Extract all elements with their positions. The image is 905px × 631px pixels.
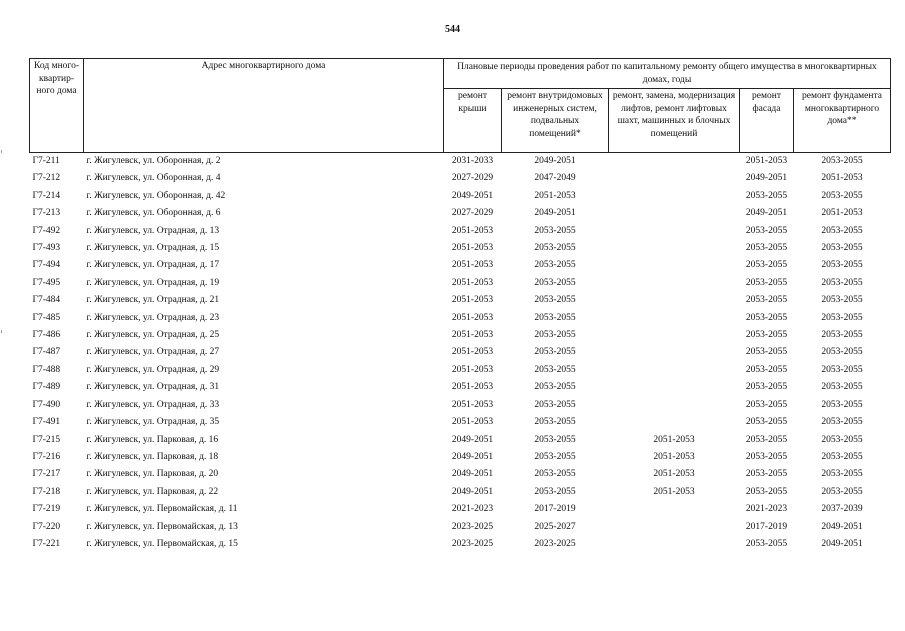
cell-code: Г7-215 <box>32 434 61 445</box>
cell-facade: 2053-2055 <box>745 190 788 201</box>
table-row <box>30 188 891 205</box>
cell-foundation: 2049-2051 <box>821 521 863 532</box>
table-row <box>30 501 891 518</box>
cell-lifts <box>609 397 740 414</box>
cell-facade: 2053-2055 <box>745 312 788 323</box>
cell-systems: 2053-2055 <box>534 243 576 254</box>
cell-facade: 2053-2055 <box>745 538 788 549</box>
cell-systems: 2053-2055 <box>534 364 576 375</box>
cell-facade: 2053-2055 <box>745 364 788 375</box>
cell-lifts <box>609 327 740 344</box>
cell-facade: 2053-2055 <box>745 225 788 236</box>
cell-roof: 2049-2051 <box>451 451 494 462</box>
cell-facade: 2053-2055 <box>745 260 788 271</box>
cell-roof: 2051-2053 <box>451 382 494 393</box>
cell-code: Г7-213 <box>32 208 61 219</box>
cell-foundation: 2053-2055 <box>821 382 863 393</box>
cell-code: Г7-211 <box>32 156 60 166</box>
cell-systems: 2017-2019 <box>534 504 576 515</box>
header-code: Код много-квартир-ного дома <box>30 59 84 153</box>
cell-facade: 2053-2055 <box>745 243 788 254</box>
cell-foundation: 2053-2055 <box>821 451 863 462</box>
cell-code: Г7-493 <box>32 243 61 254</box>
cell-systems: 2053-2055 <box>534 295 576 306</box>
cell-roof: 2049-2051 <box>451 469 494 480</box>
capital-repair-table <box>29 58 891 553</box>
cell-address: г. Жигулевск, ул. Парковая, д. 20 <box>86 469 219 480</box>
cell-roof: 2031-2033 <box>451 156 494 166</box>
cell-roof: 2051-2053 <box>451 277 494 288</box>
cell-code: Г7-216 <box>32 451 61 462</box>
table-row <box>30 379 891 396</box>
header-systems: ремонт внутридомовых инженерных систем, подвальных помещений* <box>502 89 609 153</box>
cell-code: Г7-220 <box>32 521 61 532</box>
cell-systems: 2047-2049 <box>534 173 576 184</box>
cell-roof: 2051-2053 <box>451 417 494 428</box>
cell-code: Г7-492 <box>32 225 61 236</box>
cell-code: Г7-494 <box>32 260 61 271</box>
cell-systems: 2053-2055 <box>534 486 576 497</box>
cell-systems: 2049-2051 <box>534 156 576 166</box>
cell-systems: 2023-2025 <box>534 538 576 549</box>
cell-lifts <box>609 292 740 309</box>
cell-systems: 2053-2055 <box>534 312 576 323</box>
cell-address: г. Жигулевск, ул. Отрадная, д. 23 <box>86 312 220 323</box>
cell-address: г. Жигулевск, ул. Первомайская, д. 15 <box>86 538 238 549</box>
cell-lifts <box>609 205 740 222</box>
cell-roof: 2051-2053 <box>451 260 494 271</box>
cell-foundation: 2049-2051 <box>821 538 863 549</box>
cell-facade: 2017-2019 <box>745 521 788 532</box>
cell-roof: 2051-2053 <box>451 295 494 306</box>
cell-address: г. Жигулевск, ул. Отрадная, д. 31 <box>86 382 220 393</box>
header-lifts: ремонт, замена, модернизация лифтов, ремонт лифтовых шахт, машинных и блочных помещений <box>609 89 740 153</box>
cell-foundation: 2053-2055 <box>821 364 863 375</box>
header-foundation: ремонт фундамента многоквартирного дома** <box>794 89 891 153</box>
cell-roof: 2023-2025 <box>451 521 494 532</box>
cell-systems: 2053-2055 <box>534 347 576 358</box>
cell-foundation: 2053-2055 <box>821 260 863 271</box>
cell-systems: 2053-2055 <box>534 382 576 393</box>
cell-address: г. Жигулевск, ул. Отрадная, д. 25 <box>86 330 220 341</box>
cell-foundation: 2053-2055 <box>821 347 863 358</box>
cell-facade: 2053-2055 <box>745 434 788 445</box>
scan-edge-mark <box>1 150 2 153</box>
cell-lifts <box>609 519 740 536</box>
cell-code: Г7-489 <box>32 382 61 393</box>
cell-code: Г7-484 <box>32 295 61 306</box>
cell-code: Г7-488 <box>32 364 61 375</box>
cell-roof: 2021-2023 <box>451 504 494 515</box>
table-row <box>30 170 891 187</box>
cell-systems: 2051-2053 <box>534 190 576 201</box>
cell-foundation: 2053-2055 <box>821 225 863 236</box>
cell-foundation: 2053-2055 <box>821 486 863 497</box>
cell-foundation: 2053-2055 <box>821 417 863 428</box>
cell-systems: 2025-2027 <box>534 521 576 532</box>
cell-address: г. Жигулевск, ул. Отрадная, д. 35 <box>86 417 220 428</box>
cell-address: г. Жигулевск, ул. Первомайская, д. 13 <box>86 521 238 532</box>
cell-address: г. Жигулевск, ул. Отрадная, д. 21 <box>86 295 220 306</box>
cell-foundation: 2053-2055 <box>821 277 863 288</box>
cell-code: Г7-218 <box>32 486 61 497</box>
cell-facade: 2053-2055 <box>745 330 788 341</box>
cell-roof: 2049-2051 <box>451 190 494 201</box>
cell-lifts <box>609 153 740 171</box>
cell-roof: 2049-2051 <box>451 434 494 445</box>
table-row <box>30 362 891 379</box>
cell-facade: 2053-2055 <box>745 469 788 480</box>
cell-address: г. Жигулевск, ул. Отрадная, д. 33 <box>86 399 220 410</box>
cell-foundation: 2053-2055 <box>821 295 863 306</box>
cell-roof: 2049-2051 <box>451 486 494 497</box>
header-facade: ремонт фасада <box>740 89 794 153</box>
cell-foundation: 2053-2055 <box>821 243 863 254</box>
cell-code: Г7-214 <box>32 190 61 201</box>
cell-lifts <box>609 188 740 205</box>
cell-code: Г7-212 <box>32 173 61 184</box>
cell-roof: 2051-2053 <box>451 312 494 323</box>
header-address: Адрес многоквартирного дома <box>84 59 444 153</box>
cell-facade: 2053-2055 <box>745 399 788 410</box>
cell-address: г. Жигулевск, ул. Отрадная, д. 13 <box>86 225 220 236</box>
cell-code: Г7-486 <box>32 330 61 341</box>
cell-lifts <box>609 344 740 361</box>
cell-address: г. Жигулевск, ул. Оборонная, д. 2 <box>86 156 221 166</box>
cell-systems: 2053-2055 <box>534 451 576 462</box>
cell-lifts <box>609 536 740 553</box>
table-row <box>30 536 891 553</box>
cell-facade: 2049-2051 <box>745 173 788 184</box>
table-row <box>30 205 891 222</box>
cell-roof: 2051-2053 <box>451 364 494 375</box>
table-row <box>30 484 891 501</box>
cell-lifts: 2051-2053 <box>653 469 695 480</box>
cell-facade: 2051-2053 <box>745 156 788 166</box>
cell-lifts <box>609 275 740 292</box>
cell-lifts: 2051-2053 <box>653 451 695 462</box>
cell-systems: 2053-2055 <box>534 330 576 341</box>
cell-lifts: 2051-2053 <box>653 434 695 445</box>
cell-systems: 2053-2055 <box>534 225 576 236</box>
cell-code: Г7-490 <box>32 399 61 410</box>
cell-roof: 2051-2053 <box>451 330 494 341</box>
cell-systems: 2053-2055 <box>534 260 576 271</box>
cell-address: г. Жигулевск, ул. Отрадная, д. 27 <box>86 347 220 358</box>
cell-address: г. Жигулевск, ул. Отрадная, д. 15 <box>86 243 220 254</box>
cell-foundation: 2053-2055 <box>821 312 863 323</box>
page-number: 544 <box>445 24 460 35</box>
cell-lifts <box>609 257 740 274</box>
cell-foundation: 2051-2053 <box>821 173 863 184</box>
table-row <box>30 449 891 466</box>
cell-address: г. Жигулевск, ул. Отрадная, д. 19 <box>86 277 220 288</box>
cell-code: Г7-495 <box>32 277 61 288</box>
cell-code: Г7-217 <box>32 469 61 480</box>
cell-address: г. Жигулевск, ул. Оборонная, д. 4 <box>86 173 221 184</box>
header-roof: ремонт крыши <box>444 89 502 153</box>
cell-facade: 2053-2055 <box>745 417 788 428</box>
cell-lifts: 2051-2053 <box>653 486 695 497</box>
cell-roof: 2051-2053 <box>451 243 494 254</box>
cell-address: г. Жигулевск, ул. Отрадная, д. 17 <box>86 260 220 271</box>
cell-lifts <box>609 223 740 240</box>
cell-facade: 2053-2055 <box>745 295 788 306</box>
cell-address: г. Жигулевск, ул. Отрадная, д. 29 <box>86 364 220 375</box>
cell-foundation: 2053-2055 <box>821 434 863 445</box>
cell-foundation: 2053-2055 <box>821 399 863 410</box>
cell-foundation: 2053-2055 <box>821 330 863 341</box>
cell-lifts <box>609 501 740 518</box>
table-row <box>30 153 891 171</box>
table-row <box>30 519 891 536</box>
cell-systems: 2049-2051 <box>534 208 576 219</box>
table-row <box>30 432 891 449</box>
cell-roof: 2023-2025 <box>451 538 494 549</box>
cell-code: Г7-491 <box>32 417 61 428</box>
header-periods-group: Плановые периоды проведения работ по капитальному ремонту общего имущества в многоквартирных домах, годы <box>444 59 891 89</box>
cell-facade: 2049-2051 <box>745 208 788 219</box>
cell-lifts <box>609 379 740 396</box>
cell-roof: 2027-2029 <box>451 208 494 219</box>
cell-foundation: 2053-2055 <box>821 156 863 166</box>
table-row <box>30 310 891 327</box>
table-header <box>30 59 891 153</box>
cell-facade: 2053-2055 <box>745 451 788 462</box>
cell-address: г. Жигулевск, ул. Парковая, д. 18 <box>86 451 219 462</box>
cell-address: г. Жигулевск, ул. Парковая, д. 16 <box>86 434 219 445</box>
cell-code: Г7-219 <box>32 504 61 515</box>
cell-address: г. Жигулевск, ул. Оборонная, д. 6 <box>86 208 221 219</box>
table-row <box>30 240 891 257</box>
cell-foundation: 2051-2053 <box>821 208 863 219</box>
scan-edge-mark <box>1 330 2 333</box>
cell-systems: 2053-2055 <box>534 277 576 288</box>
table-row <box>30 397 891 414</box>
cell-lifts <box>609 362 740 379</box>
cell-address: г. Жигулевск, ул. Парковая, д. 22 <box>86 486 219 497</box>
cell-code: Г7-221 <box>32 538 61 549</box>
table-row <box>30 292 891 309</box>
cell-systems: 2053-2055 <box>534 399 576 410</box>
cell-lifts <box>609 414 740 431</box>
table-row <box>30 466 891 483</box>
cell-lifts <box>609 310 740 327</box>
cell-systems: 2053-2055 <box>534 434 576 445</box>
table-row <box>30 223 891 240</box>
cell-address: г. Жигулевск, ул. Оборонная, д. 42 <box>86 190 226 201</box>
cell-lifts <box>609 170 740 187</box>
table-row <box>30 257 891 274</box>
cell-facade: 2053-2055 <box>745 382 788 393</box>
table-row <box>30 275 891 292</box>
cell-roof: 2051-2053 <box>451 347 494 358</box>
cell-facade: 2053-2055 <box>745 277 788 288</box>
cell-facade: 2053-2055 <box>745 486 788 497</box>
cell-foundation: 2037-2039 <box>821 504 863 515</box>
cell-foundation: 2053-2055 <box>821 190 863 201</box>
cell-foundation: 2053-2055 <box>821 469 863 480</box>
cell-systems: 2053-2055 <box>534 469 576 480</box>
table-row <box>30 414 891 431</box>
table-row <box>30 327 891 344</box>
cell-facade: 2021-2023 <box>745 504 788 515</box>
table-body <box>30 153 891 554</box>
cell-code: Г7-487 <box>32 347 61 358</box>
cell-roof: 2051-2053 <box>451 225 494 236</box>
cell-systems: 2053-2055 <box>534 417 576 428</box>
cell-roof: 2051-2053 <box>451 399 494 410</box>
cell-address: г. Жигулевск, ул. Первомайская, д. 11 <box>86 504 238 515</box>
table-row <box>30 344 891 361</box>
cell-code: Г7-485 <box>32 312 61 323</box>
cell-roof: 2027-2029 <box>451 173 494 184</box>
cell-facade: 2053-2055 <box>745 347 788 358</box>
cell-lifts <box>609 240 740 257</box>
